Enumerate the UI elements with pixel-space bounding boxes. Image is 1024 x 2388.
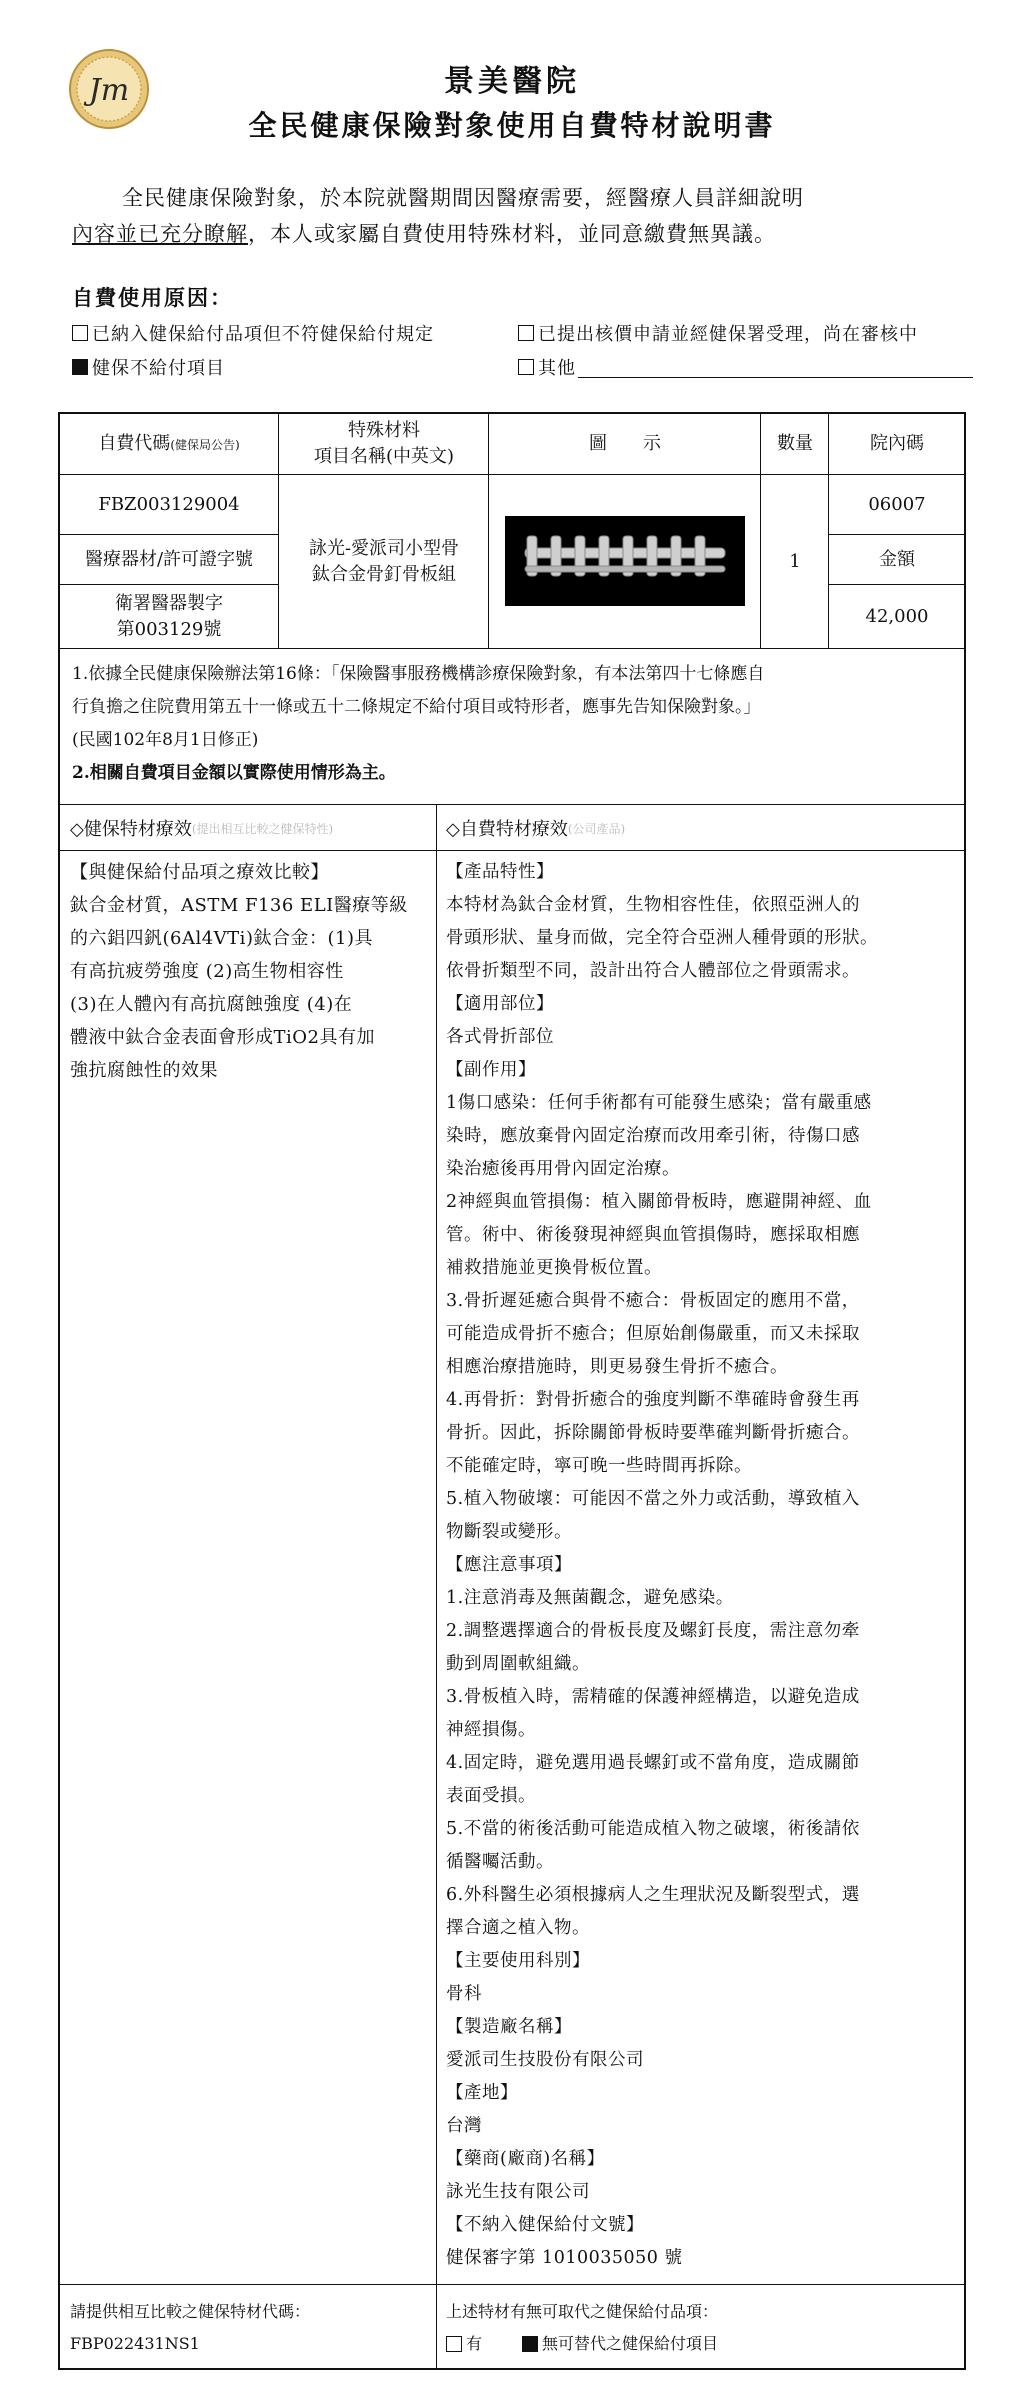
right-effect-line: 管。術中、術後發現神經與血管損傷時，應採取相應 (446, 1225, 860, 1245)
intro-line-2: ，本人或家屬自費使用特殊材料，並同意繳費無異議。 (248, 222, 776, 246)
hospital-name: 景美醫院 (444, 64, 580, 99)
header-code: 自費代碼(健保局公告) (98, 432, 240, 454)
right-effect-heading: ◇自費特材療效 (公司產品) (446, 819, 626, 840)
right-effect-line: 各式骨折部位 (446, 1027, 554, 1047)
license-value: 衛署醫器製字 第003129號 (115, 593, 223, 640)
right-effect-line: 1傷口感染：任何手術都有可能發生感染；當有嚴重感 (446, 1093, 872, 1113)
left-effect-text (70, 856, 430, 1087)
hospital-code-value: 06007 (868, 494, 926, 515)
right-effect-line: 循醫囑活動。 (446, 1852, 554, 1872)
option-no-label: 無可替代之健保給付項目 (542, 2334, 719, 2353)
checkbox[interactable] (518, 359, 534, 375)
right-effect-line: 動到周圍軟組織。 (446, 1654, 590, 1674)
reason-option-3[interactable] (72, 354, 225, 380)
note-2: 2.相關自費項目金額以實際使用情形為主。 (72, 763, 396, 783)
divider (828, 584, 966, 585)
quantity-value: 1 (789, 551, 801, 572)
right-effect-line: 本特材為鈦合金材質，生物相容性佳，依照亞洲人的 (446, 895, 860, 915)
right-effect-line: 3.骨板植入時，需精確的保護神經構造，以避免造成 (446, 1687, 860, 1707)
right-effect-line: 骨科 (446, 1984, 482, 2004)
divider (278, 412, 279, 648)
reason-option-label: 健保不給付項目 (92, 358, 225, 379)
product-image (505, 516, 745, 606)
other-reason-line[interactable] (578, 357, 973, 378)
right-effect-line: 【產品特性】 (446, 862, 554, 882)
right-effect-line: 【應注意事項】 (446, 1555, 572, 1575)
right-effect-line: 骨頭形狀、量身而做，完全符合亞洲人種骨頭的形狀。 (446, 928, 878, 948)
reason-option-4[interactable] (518, 354, 973, 380)
checkbox[interactable] (72, 325, 88, 341)
reason-option-label: 其他 (538, 358, 576, 379)
divider (58, 648, 966, 649)
right-effect-line: 台灣 (446, 2116, 482, 2136)
right-effect-line: 物斷裂或變形。 (446, 1522, 572, 1542)
left-effect-line: 體液中鈦合金表面會形成TiO2具有加 (70, 1027, 375, 1048)
left-effect-line: 有高抗疲勞強度 (2)高生物相容性 (70, 961, 344, 982)
right-effect-line: 表面受損。 (446, 1786, 536, 1806)
right-effect-line: 染時，應放棄骨內固定治療而改用牽引術，待傷口感 (446, 1126, 860, 1146)
right-effect-line: 1.注意消毒及無菌觀念，避免感染。 (446, 1588, 734, 1608)
document-title: 全民健康保險對象使用自費特材說明書 (248, 109, 776, 142)
code-value: FBZ003129004 (98, 494, 240, 515)
divider (58, 850, 966, 851)
option-yes-label: 有 (466, 2334, 483, 2353)
note-1-line-1: 1.依據全民健康保險辦法第16條：「保險醫事服務機構診療保險對象，有本法第四十七條應自 (72, 664, 765, 684)
divider (58, 584, 278, 585)
right-effect-line: 【主要使用科別】 (446, 1951, 590, 1971)
right-effect-line: 2.調整選擇適合的骨板長度及螺釘長度，需注意勿牽 (446, 1621, 860, 1641)
right-effect-line: 4.固定時，避免選用過長螺釘或不當角度，造成關節 (446, 1753, 860, 1773)
right-effect-line: 5.植入物破壞：可能因不當之外力或活動，導致植入 (446, 1489, 860, 1509)
right-effect-line: 神經損傷。 (446, 1720, 536, 1740)
left-effect-line: 強抗腐蝕性的效果 (70, 1060, 218, 1081)
divider (58, 474, 966, 475)
checkbox-yes[interactable] (446, 2336, 462, 2352)
reason-option-2[interactable] (518, 320, 918, 346)
divider (436, 804, 437, 2370)
left-effect-heading: ◇健保特材療效 (提出相互比較之健保特性) (70, 819, 334, 840)
header-quantity: 數量 (777, 433, 813, 454)
divider (58, 534, 278, 535)
reason-option-label: 已提出核價申請並經健保署受理，尚在審核中 (538, 324, 918, 345)
right-effect-line: 4.再骨折：對骨折癒合的強度判斷不準確時會發生再 (446, 1390, 860, 1410)
divider (828, 412, 829, 648)
comparison-code-label: 請提供相互比較之健保特材代碼： (70, 2302, 311, 2321)
amount-value: 42,000 (865, 606, 929, 627)
license-label: 醫療器材/許可證字號 (84, 549, 254, 570)
checkbox-no-checked[interactable] (522, 2336, 538, 2352)
header-image: 圖 示 (589, 433, 661, 454)
right-effect-line: 【適用部位】 (446, 994, 554, 1014)
reason-title: 自費使用原因： (72, 285, 233, 310)
checkbox-checked[interactable] (72, 359, 88, 375)
intro-line-1: 全民健康保險對象，於本院就醫期間因醫療需要，經醫療人員詳細說明 (122, 186, 804, 210)
right-effect-line: 6.外科醫生必須根據病人之生理狀況及斷裂型式，選 (446, 1885, 860, 1905)
comparison-code-value[interactable]: FBP022431NS1 (70, 2334, 200, 2353)
right-effect-text (446, 856, 961, 2275)
divider (828, 534, 966, 535)
left-effect-line: (3)在人體內有高抗腐蝕強度 (4)在 (70, 994, 353, 1015)
divider (58, 804, 966, 805)
svg-text:Jm: Jm (88, 73, 130, 108)
right-effect-line: 擇合適之植入物。 (446, 1918, 590, 1938)
right-effect-line: 【產地】 (446, 2083, 518, 2103)
intro-paragraph (72, 180, 972, 252)
right-effect-line: 2神經與血管損傷：植入關節骨板時，應避開神經、血 (446, 1192, 872, 1212)
reason-option-label: 已納入健保給付品項但不符健保給付規定 (92, 324, 434, 345)
right-effect-line: 染治癒後再用骨內固定治療。 (446, 1159, 680, 1179)
comparison-code-section (70, 2296, 310, 2360)
right-effect-line: 骨折。因此，拆除關節骨板時要準確判斷骨折癒合。 (446, 1423, 860, 1443)
replacement-section (446, 2296, 718, 2360)
reason-option-1[interactable] (72, 320, 434, 346)
right-effect-line: 【不納入健保給付文號】 (446, 2215, 644, 2235)
material-name: 詠光-愛派司小型骨 鈦合金骨釘骨板組 (308, 538, 460, 585)
left-effect-line: 的六鋁四釩(6Al4VTi)鈦合金：(1)具 (70, 928, 373, 949)
right-effect-line: 依骨折類型不同，設計出符合人體部位之骨頭需求。 (446, 961, 860, 981)
amount-label: 金額 (879, 549, 915, 570)
right-effect-line: 不能確定時，寧可晚一些時間再拆除。 (446, 1456, 752, 1476)
right-effect-line: 詠光生技有限公司 (446, 2182, 590, 2202)
left-effect-line: 鈦合金材質，ASTM F136 ELI醫療等級 (70, 895, 408, 916)
right-effect-line: 3.骨折遲延癒合與骨不癒合：骨板固定的應用不當， (446, 1291, 860, 1311)
right-effect-line: 【製造廠名稱】 (446, 2017, 572, 2037)
divider (58, 2284, 966, 2285)
divider (488, 412, 489, 648)
intro-underlined-text: 內容並已充分瞭解 (72, 222, 248, 246)
checkbox[interactable] (518, 325, 534, 341)
note-1-line-3: (民國102年8月1日修正) (72, 730, 259, 750)
right-effect-line: 【藥商(廠商)名稱】 (446, 2149, 605, 2169)
left-effect-line: 【與健保給付品項之療效比較】 (70, 862, 329, 883)
right-effect-line: 相應治療措施時，則更易發生骨折不癒合。 (446, 1357, 788, 1377)
right-effect-line: 補救措施並更換骨板位置。 (446, 1258, 662, 1278)
right-effect-line: 愛派司生技股份有限公司 (446, 2050, 644, 2070)
right-effect-line: 健保審字第 1010035050 號 (446, 2248, 683, 2268)
header-hospital-code: 院內碼 (870, 433, 924, 454)
right-effect-line: 可能造成骨折不癒合；但原始創傷嚴重，而又未採取 (446, 1324, 860, 1344)
replacement-label: 上述特材有無可取代之健保給付品項： (446, 2302, 719, 2321)
right-effect-line: 【副作用】 (446, 1060, 536, 1080)
right-effect-line: 5.不當的術後活動可能造成植入物之破壞，術後請依 (446, 1819, 860, 1839)
header-material: 特殊材料 項目名稱(中英文) (313, 420, 455, 467)
notes-section (72, 658, 962, 790)
divider (760, 412, 761, 648)
note-1-line-2: 行負擔之住院費用第五十一條或五十二條規定不給付項目或特形者，應事先告知保險對象。」 (72, 697, 761, 717)
